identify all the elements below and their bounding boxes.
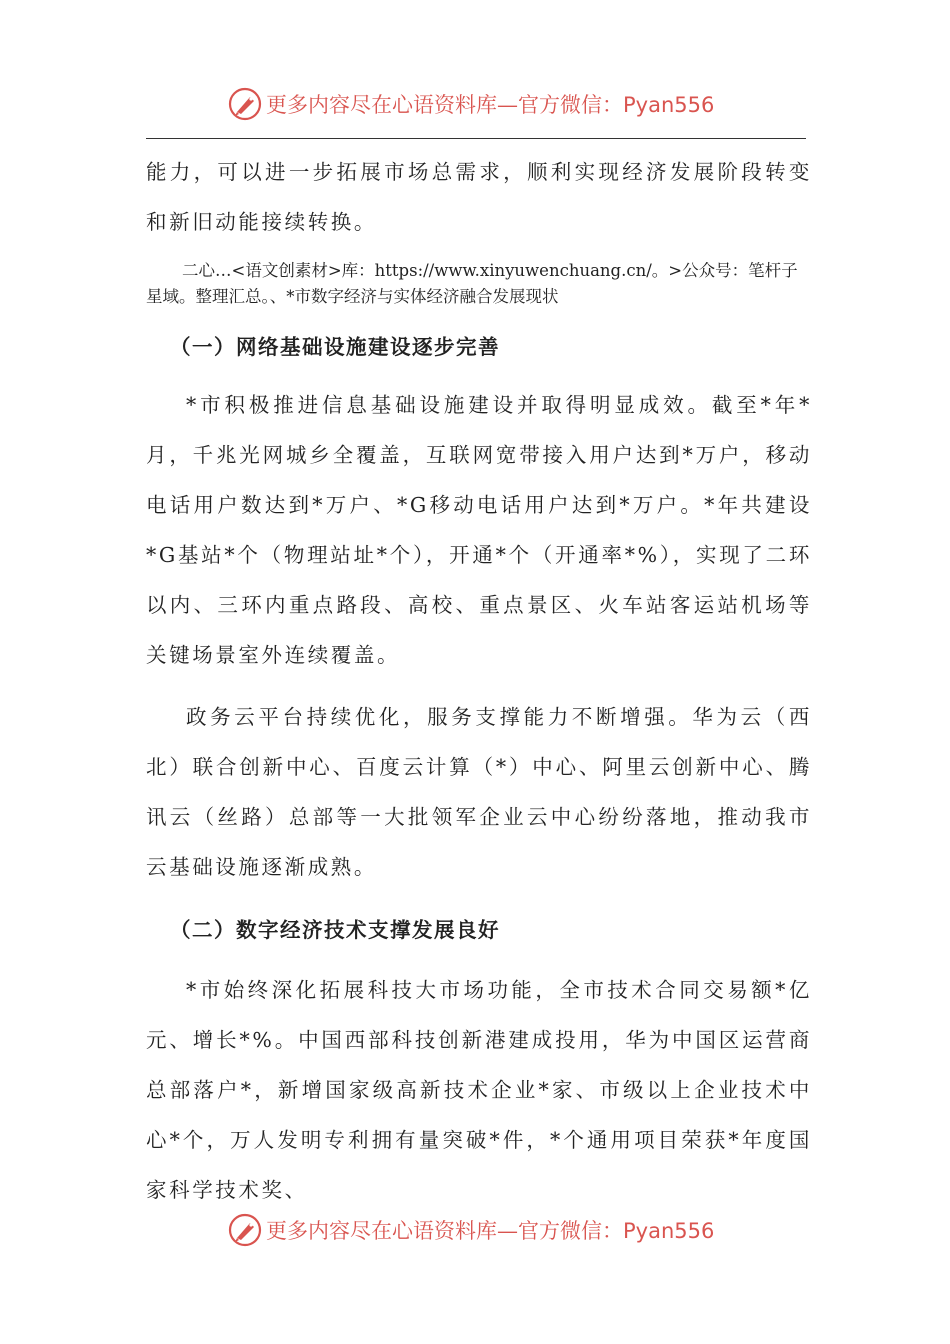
- pen-nib-logo-icon: [228, 87, 262, 121]
- wechat-id: Pyan556: [623, 93, 715, 117]
- pen-nib-logo-icon: [228, 1213, 262, 1247]
- section-heading-1: （一）网络基础设施建设逐步完善: [170, 335, 500, 359]
- section-heading-2: （二）数字经济技术支撑发展良好: [170, 918, 500, 942]
- banner-text: 更多内容尽在心语资料库—官方微信：Pyan556: [266, 1219, 715, 1243]
- paragraph-infrastructure: *市积极推进信息基础设施建设并取得明显成效。截至*年*月，千兆光网城乡全覆盖，互联网宽带接入用户达到*万户，移动电话用户数达到*万户、*G移动电话用户达到*万户。*年共建设*G基站*个（物理站址*个），开通*个（开通率*%），实现了二环以内、三环内重点路段、高校、重点景区、火车站客运站机场等关键场景室外连续覆盖。: [146, 393, 812, 667]
- wechat-id: Pyan556: [623, 1219, 715, 1243]
- source-note: 二心…<语文创素材>库：https://www.xinyuwenchuang.cn/。>公众号：笔杆子星域。整理汇总。、*市数字经济与实体经济融合发展现状: [146, 261, 798, 306]
- paragraph-cloud: 政务云平台持续优化，服务支撑能力不断增强。华为云（西北）联合创新中心、百度云计算（*）中心、阿里云创新中心、腾讯云（丝路）总部等一大批领军企业云中心纷纷落地，推动我市云基础设施逐渐成熟。: [146, 705, 812, 879]
- paragraph-continuation: 能力，可以进一步拓展市场总需求，顺利实现经济发展阶段转变和新旧动能接续转换。: [146, 160, 812, 234]
- footer-banner: [228, 1210, 714, 1250]
- header-divider: [146, 138, 806, 139]
- banner-text: 更多内容尽在心语资料库—官方微信：Pyan556: [266, 93, 715, 117]
- header-banner: [228, 84, 714, 124]
- paragraph-technology: *市始终深化拓展科技大市场功能，全市技术合同交易额*亿元、增长*%。中国西部科技创新港建成投用，华为中国区运营商总部落户*，新增国家级高新技术企业*家、市级以上企业技术中心*个，万人发明专利拥有量突破*件，*个通用项目荣获*年度国家科学技术奖、: [146, 978, 812, 1202]
